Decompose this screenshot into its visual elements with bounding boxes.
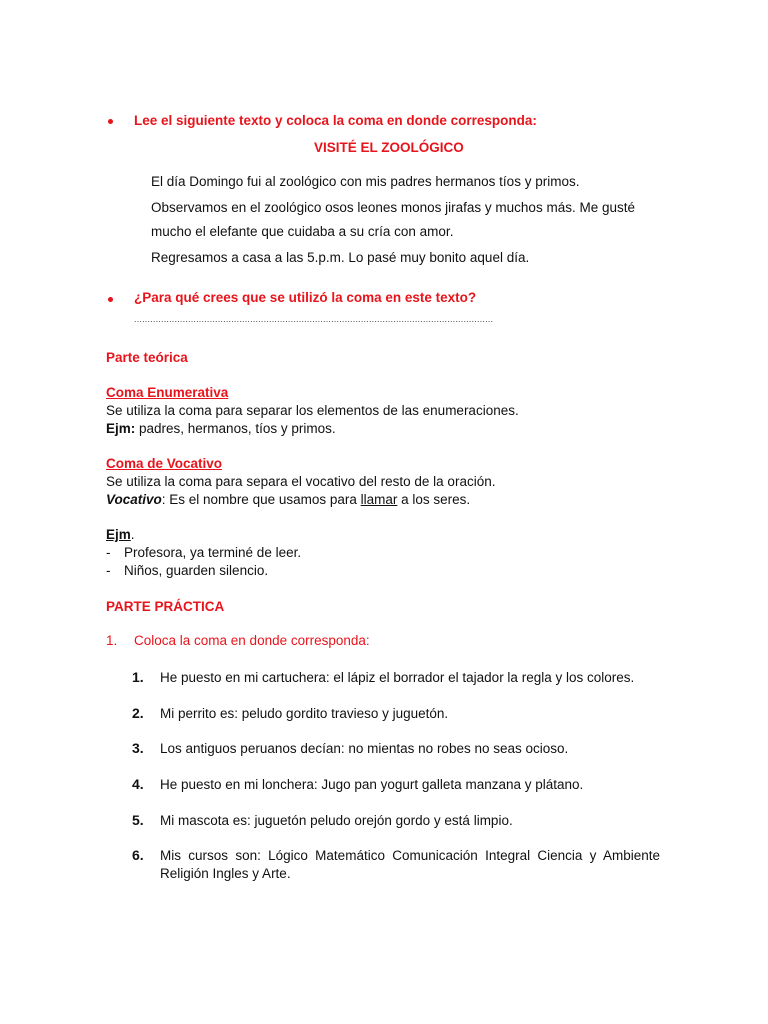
story-line-3: mucho el elefante que cuidaba a su cría con amor. (151, 224, 454, 239)
enum-comma-title: Coma Enumerativa (106, 385, 229, 400)
example-heading (106, 527, 135, 542)
exercise-text: Mi mascota es: juguetón peludo orejón gordo y está limpio. (160, 813, 513, 828)
bullet-icon (108, 119, 113, 124)
theory-heading: Parte teórica (106, 350, 188, 365)
vocative-example-1 (106, 545, 302, 560)
exercise-number: 2. (132, 705, 144, 721)
ejm-dot: . (130, 527, 135, 542)
exercise-number: 3. (132, 740, 144, 756)
exercise-number: 4. (132, 776, 144, 792)
exercise-number: 5. (132, 812, 144, 828)
enum-comma-example (106, 421, 336, 436)
example-text: Profesora, ya terminé de leer. (124, 545, 302, 560)
practice-instruction-number: 1. (106, 633, 118, 648)
story-title: VISITÉ EL ZOOLÓGICO (314, 140, 464, 155)
vocative-def-post: a los seres. (397, 492, 471, 507)
example-text: Niños, guarden silencio. (124, 563, 269, 578)
vocative-label: Vocativo (106, 492, 162, 507)
vocative-def-link: llamar (360, 492, 398, 507)
vocative-comma-description: Se utiliza la coma para separa el vocativo del resto de la oración. (106, 474, 496, 489)
example-label: Ejm: (106, 421, 136, 436)
vocative-def-pre: : Es el nombre que usamos para (161, 492, 361, 507)
exercise-number: 1. (132, 669, 144, 685)
story-line-1: El día Domingo fui al zoológico con mis padres hermanos tíos y primos. (151, 174, 580, 189)
exercise-number: 6. (132, 847, 144, 863)
ejm-label: Ejm (106, 527, 131, 542)
bullet-icon (108, 297, 113, 302)
exercise-text: Mis cursos son: Lógico Matemático Comunicación Integral Ciencia y Ambiente Religión Ingles y Arte. (160, 848, 660, 881)
dash: - (106, 563, 111, 578)
answer-line: ..................................................................................................................................... (134, 314, 494, 324)
vocative-comma-title: Coma de Vocativo (106, 456, 223, 471)
exercise-text: Los antiguos peruanos decían: no mientas no robes no seas ocioso. (160, 741, 569, 756)
vocative-definition (106, 492, 470, 507)
practice-instruction: Coloca la coma en donde corresponda: (134, 633, 370, 648)
question-comma-text: ¿Para qué crees que se utilizó la coma en este texto? (134, 290, 477, 305)
story-line-4: Regresamos a casa a las 5.p.m. Lo pasé muy bonito aquel día. (151, 250, 530, 265)
story-line-2: Observamos en el zoológico osos leones monos jirafas y muchos más. Me gusté (151, 200, 635, 215)
dash: - (106, 545, 111, 560)
instruction-read-text: Lee el siguiente texto y coloca la coma en donde corresponda: (134, 113, 537, 128)
exercise-text: He puesto en mi cartuchera: el lápiz el borrador el tajador la regla y los colores. (160, 670, 635, 685)
vocative-example-2 (106, 563, 269, 578)
exercise-text: Mi perrito es: peludo gordito travieso y juguetón. (160, 706, 449, 721)
practice-heading: PARTE PRÁCTICA (106, 599, 225, 614)
enum-comma-description: Se utiliza la coma para separar los elementos de las enumeraciones. (106, 403, 519, 418)
example-text: padres, hermanos, tíos y primos. (135, 421, 336, 436)
exercise-text: He puesto en mi lonchera: Jugo pan yogurt galleta manzana y plátano. (160, 777, 584, 792)
